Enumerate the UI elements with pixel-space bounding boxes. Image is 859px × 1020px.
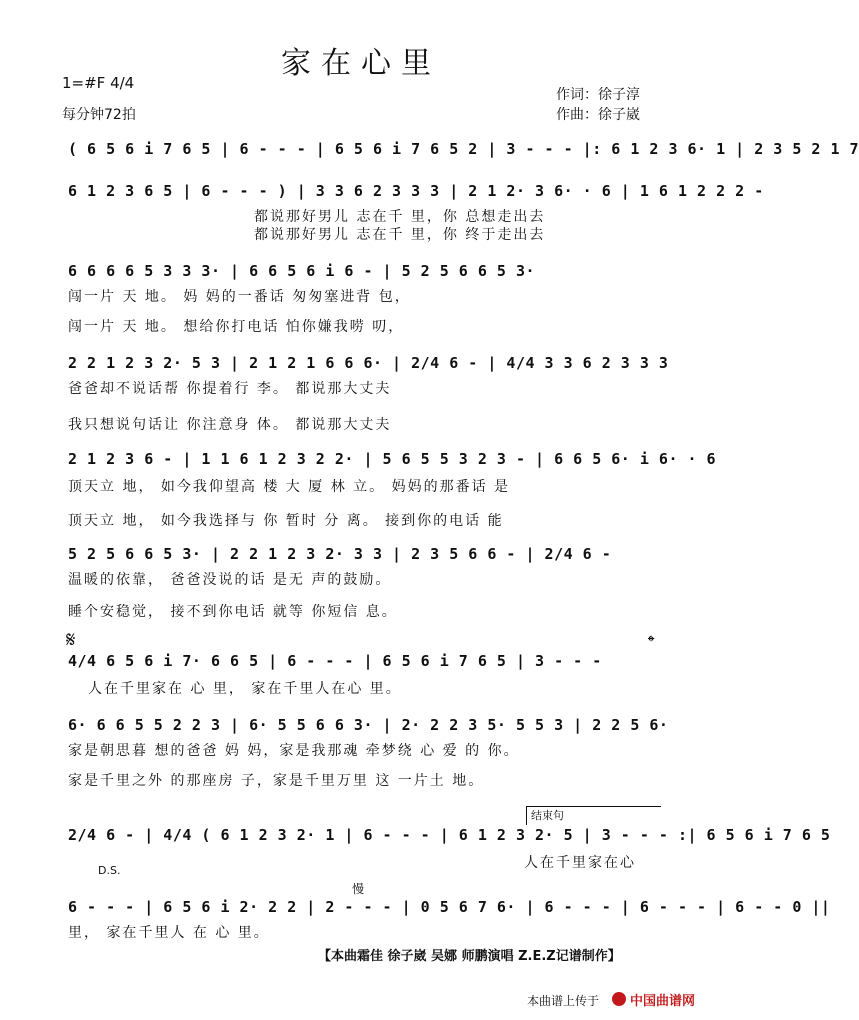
segno-sign: 𝄋	[66, 628, 76, 653]
dal-segno-mark: D.S.	[98, 864, 121, 877]
performer-credit: 【本曲霜佳 徐子崴 吴娜 师鹏演唱 Z.E.Z记谱制作】	[318, 949, 621, 964]
coda-sign: 𝄌	[648, 632, 655, 653]
tempo-slow-mark: 慢	[352, 882, 365, 896]
lyric-line-verse-2: 都说那好男儿 志在千 里，你 终于走出去	[254, 227, 546, 243]
key-signature: 1=#F 4/4	[62, 74, 135, 92]
composer-credit: 作曲：徐子崴	[556, 107, 640, 123]
lyricist-credit: 作词：徐子淳	[556, 87, 640, 103]
tempo-marking: 每分钟72拍	[62, 107, 136, 123]
lyric-line-verse-1: 家是朝思暮 想的爸爸 妈 妈，家是我那魂 牵梦绕 心 爱 的 你。	[68, 743, 520, 759]
notation-line: ( 6 5 6 i 7 6 5 | 6 - - - | 6 5 6 i 7 6 5 2 | 3 - - - |: 6 1 2 3 6· 1 | 2 3 5 2 1 7	[68, 140, 859, 158]
notation-line: 6 1 2 3 6 5 | 6 - - - ) | 3 3 6 2 3 3 3 | 2 1 2· 3 6· · 6 | 1 6 1 2 2 2 -	[68, 182, 764, 200]
lyric-line-verse-2: 家是千里之外 的那座房 子，家是千里万里 这 一片土 地。	[68, 773, 485, 789]
ending-bracket-label: 结束句	[526, 806, 661, 825]
song-title: 家在心里	[281, 46, 441, 81]
lyric-line-verse-1: 顶天立 地， 如今我仰望高 楼 大 厦 林 立。 妈妈的那番话 是	[68, 479, 511, 495]
lyric-line-verse-1: 温暖的依靠， 爸爸没说的话 是无 声的鼓励。	[68, 572, 392, 588]
lyric-line-ending: 里， 家在千里人 在 心 里。	[68, 925, 270, 941]
upload-note: 本曲谱上传于	[527, 994, 600, 1008]
notation-line: 6· 6 6 5 5 2 2 3 | 6· 5 5 6 6 3· | 2· 2 2 3 5· 5 5 3 | 2 2 5 6·	[68, 716, 669, 734]
lyric-line-verse-1: 都说那好男儿 志在千 里，你 总想走出去	[254, 209, 546, 225]
lyric-line-verse-2: 我只想说句话让 你注意身 体。 都说那大丈夫	[68, 417, 392, 433]
notation-line: 5 2 5 6 6 5 3· | 2 2 1 2 3 2· 3 3 | 2 3 5 6 6 - | 2/4 6 -	[68, 545, 612, 563]
lyric-line-chorus: 人在千里家在 心 里， 家在千里人在心 里。	[88, 681, 402, 697]
lyric-line-verse-2: 顶天立 地， 如今我选择与 你 暂时 分 离。 接到你的电话 能	[68, 513, 504, 529]
notation-line: 2 2 1 2 3 2· 5 3 | 2 1 2 1 6 6 6· | 2/4 6 - | 4/4 3 3 6 2 3 3 3	[68, 354, 669, 372]
notation-line: 4/4 6 5 6 i 7· 6 6 5 | 6 - - - | 6 5 6 i 7 6 5 | 3 - - -	[68, 652, 602, 670]
notation-line: 6 - - - | 6 5 6 i 2· 2 2 | 2 - - - | 0 5 6 7 6· | 6 - - - | 6 - - - | 6 - - 0 ||	[68, 898, 831, 916]
lyric-line-verse-2: 睡个安稳觉， 接不到你电话 就等 你短信 息。	[68, 604, 398, 620]
lyric-line-verse-1: 爸爸却不说话帮 你提着行 李。 都说那大丈夫	[68, 381, 392, 397]
lyric-line-verse-1: 闯一片 天 地。 妈 妈的一番话 匆匆塞进背 包，	[68, 289, 411, 305]
site-logo-icon	[612, 992, 626, 1006]
notation-line: 2/4 6 - | 4/4 ( 6 1 2 3 2· 1 | 6 - - - | 6 1 2 3 2· 5 | 3 - - - :| 6 5 6 i 7 6 5	[68, 826, 831, 844]
site-name[interactable]: 中国曲谱网	[630, 994, 696, 1009]
notation-line: 2 1 2 3 6 - | 1 1 6 1 2 3 2 2· | 5 6 5 5 3 2 3 - | 6 6 5 6· i 6· · 6	[68, 450, 717, 468]
lyric-line-verse-2: 闯一片 天 地。 想给你打电话 怕你嫌我唠 叨，	[68, 319, 405, 335]
notation-line: 6 6 6 6 5 3 3 3· | 6 6 5 6 i 6 - | 5 2 5 6 6 5 3·	[68, 262, 536, 280]
lyric-line-ending: 人在千里家在心	[524, 855, 636, 871]
